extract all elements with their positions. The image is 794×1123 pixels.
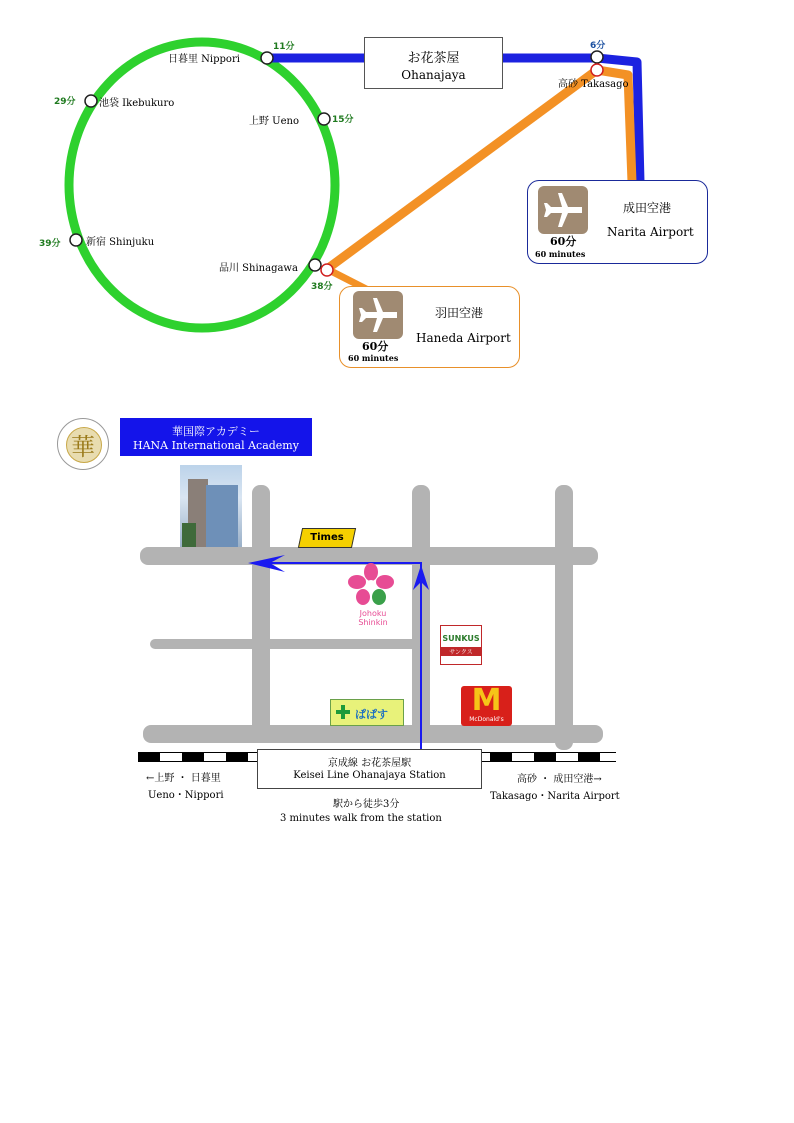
station-label-ueno: 上野 Ueno: [249, 116, 299, 127]
time-ueno: 15分: [332, 115, 354, 125]
time-shinagawa: 38分: [311, 282, 333, 292]
papasu-text: ぱぱす: [355, 708, 388, 721]
shinkin-line2: Shinkin: [358, 618, 388, 627]
station-label-shinagawa: 品川 Shinagawa: [219, 263, 298, 274]
narita-minutes-jp: 60分: [550, 235, 577, 248]
shinkin-label: [352, 609, 394, 627]
station-label-nippori: 日暮里 Nippori: [168, 54, 240, 65]
sunkus-text: SUNKUS: [442, 634, 480, 643]
direction-left-en: Ueno・Nippori: [148, 790, 224, 801]
station-box-en: Keisei Line Ohanajaya Station: [293, 770, 446, 781]
walk-time-en: 3 minutes walk from the station: [280, 813, 442, 824]
papasu-pharmacy-logo: [330, 699, 404, 726]
mcdonalds-arches-icon: M: [471, 683, 502, 718]
direction-right-en: Takasago・Narita Airport: [490, 791, 620, 802]
ohanajaya-en: Ohanajaya: [401, 68, 466, 82]
mcdonalds-logo: [461, 683, 512, 726]
time-takasago: 6分: [590, 41, 606, 51]
mcdonalds-text: McDonald's: [469, 716, 504, 723]
station-label-shinjuku: 新宿 Shinjuku: [86, 237, 155, 248]
shinkin-line1: Johoku: [359, 609, 387, 618]
times-parking-logo: [298, 528, 356, 548]
haneda-name-jp: 羽田空港: [435, 306, 484, 320]
time-nippori: 11分: [273, 42, 295, 52]
walk-time-jp: 駅から徒歩3分: [333, 799, 400, 810]
academy-name-jp: 華国際アカデミー: [172, 425, 260, 438]
station-label-ikebukuro: 池袋 Ikebukuro: [99, 98, 175, 109]
academy-name-en: HANA International Academy: [133, 439, 299, 452]
shinkin-flower-icon: [348, 562, 394, 606]
station-label-takasago: 高砂 Takasago: [558, 79, 629, 90]
narita-minutes-en: 60 minutes: [535, 249, 586, 259]
ohanajaya-jp: お花茶屋: [407, 51, 460, 66]
ohanajaya-station-label-box: [257, 749, 482, 789]
time-ikebukuro: 29分: [54, 97, 76, 107]
sunkus-logo: [440, 625, 482, 665]
pharmacy-cross-icon: [336, 705, 350, 719]
narita-name-en: Narita Airport: [607, 225, 694, 239]
haneda-name-en: Haneda Airport: [416, 331, 511, 345]
times-text: Times: [310, 532, 344, 543]
haneda-minutes-jp: 60分: [362, 340, 389, 353]
sunkus-kana: サンクス: [441, 647, 481, 656]
seal-character: 華: [71, 433, 95, 461]
direction-left-jp: ←上野 ・ 日暮里: [146, 773, 221, 784]
direction-right-jp: 高砂 ・ 成田空港→: [517, 774, 602, 785]
haneda-minutes-en: 60 minutes: [348, 353, 399, 363]
station-box-jp: 京成線 お花茶屋駅: [327, 758, 412, 769]
time-shinjuku: 39分: [39, 239, 61, 249]
narita-name-jp: 成田空港: [623, 201, 672, 215]
